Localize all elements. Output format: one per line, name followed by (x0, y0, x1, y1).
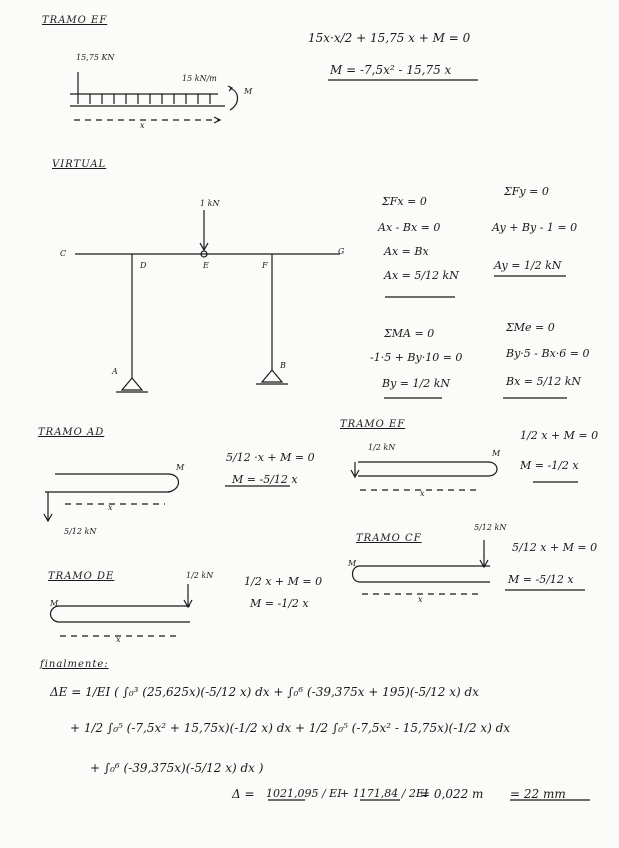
equation-1: 15x·x/2 + 15,75 x + M = 0 (308, 31, 471, 45)
distributed-load-label: 15 kN/m (182, 74, 217, 83)
node-b: B (280, 361, 286, 370)
tramo-ad-moment: M (176, 463, 185, 472)
tramo-cf-eq2: M = -5/12 x (508, 573, 574, 586)
tramo-ef2-x: x (420, 489, 425, 498)
tramo-de-moment: M (50, 599, 59, 608)
eq-fx-3: Ax = 5/12 kN (384, 269, 459, 282)
tramo-cf-moment: M (348, 559, 357, 568)
final-line-1: ΔE = 1/EI ( ∫₀³ (25,625x)(-5/12 x) dx + ∫₀⁶ (-39,375x + 195)(-5/12 x) dx (50, 685, 479, 699)
tramo-cf-eq1: 5/12 x + M = 0 (512, 541, 598, 554)
result-term-b: + 1171,84 / 2EI (340, 787, 429, 800)
section-title-tramo-cf: TRAMO CF (356, 533, 422, 544)
eq-fx-2: Ax = Bx (384, 245, 429, 258)
node-f: F (262, 261, 268, 270)
section-title-tramo-de: TRAMO DE (48, 571, 115, 582)
eq-sum-fy: ΣFy = 0 (504, 185, 549, 198)
tramo-ef-virtual-sketch (351, 462, 497, 490)
tramo-ef2-eq1: 1/2 x + M = 0 (520, 429, 599, 442)
tramo-ad-eq2: M = -5/12 x (232, 473, 298, 486)
tramo-ad-force: 5/12 kN (64, 527, 97, 536)
x-label: x (140, 121, 145, 130)
eq-fx-1: Ax - Bx = 0 (378, 221, 441, 234)
eq-ma-2: By = 1/2 kN (382, 377, 450, 390)
section-title-tramo-ad: TRAMO AD (38, 427, 105, 438)
tramo-cf-x: x (418, 595, 423, 604)
eq-sum-ma: ΣMA = 0 (384, 327, 435, 340)
tramo-cf-force: 5/12 kN (474, 523, 507, 532)
point-load-label: 15,75 KN (76, 53, 115, 62)
eq-fy-2: Ay = 1/2 kN (494, 259, 562, 272)
tramo-ad-eq1: 5/12 ·x + M = 0 (226, 451, 315, 464)
section-title-virtual: VIRTUAL (52, 159, 107, 170)
result-term-a: 1021,095 / EI (266, 787, 342, 800)
final-line-3: + ∫₀⁶ (-39,375x)(-5/12 x) dx ) (90, 761, 264, 775)
equation-2: M = -7,5x² - 15,75 x (330, 63, 452, 77)
eq-ma-1: -1·5 + By·10 = 0 (370, 351, 463, 364)
node-d: D (140, 261, 147, 270)
node-a: A (112, 367, 118, 376)
eq-me-1: By·5 - Bx·6 = 0 (506, 347, 590, 360)
result-lhs: Δ = (232, 787, 255, 801)
unit-load-label: 1 kN (200, 199, 220, 208)
tramo-de-x: x (116, 635, 121, 644)
node-c: C (60, 249, 67, 258)
node-e: E (203, 261, 209, 270)
tramo-de-force: 1/2 kN (186, 571, 214, 580)
section-title-tramo-ef-virtual: TRAMO EF (340, 419, 406, 430)
tramo-ef2-force: 1/2 kN (368, 443, 396, 452)
tramo-de-eq1: 1/2 x + M = 0 (244, 575, 323, 588)
moment-arc (230, 88, 238, 110)
eq-me-2: Bx = 5/12 kN (506, 375, 581, 388)
section-title-tramo-ef: TRAMO EF (42, 15, 108, 26)
tramo-de-sketch (51, 584, 193, 636)
eq-sum-me: ΣMe = 0 (506, 321, 555, 334)
tramo-de-eq2: M = -1/2 x (250, 597, 309, 610)
support-a (122, 378, 142, 390)
eq-fy-1: Ay + By - 1 = 0 (492, 221, 578, 234)
eq-sum-fx: ΣFx = 0 (382, 195, 427, 208)
tramo-ad-sketch (44, 474, 179, 521)
moment-label: M (244, 87, 253, 96)
node-g: G (338, 247, 345, 256)
tramo-cf-sketch (353, 540, 491, 594)
final-title: finalmente: (40, 659, 109, 670)
final-line-2: + 1/2 ∫₀⁵ (-7,5x² + 15,75x)(-1/2 x) dx + 1/2 ∫₀⁵ (-7,5x² - 15,75x)(-1/2 x) dx (70, 721, 511, 735)
tramo-ad-x: x (108, 503, 113, 512)
tramo-ef2-eq2: M = -1/2 x (520, 459, 579, 472)
virtual-frame-sketch (75, 210, 340, 392)
support-b (262, 370, 282, 382)
result-meters: = 0,022 m (420, 787, 484, 801)
result-millimeters: = 22 mm (510, 787, 566, 801)
tramo-ef2-moment: M (492, 449, 501, 458)
